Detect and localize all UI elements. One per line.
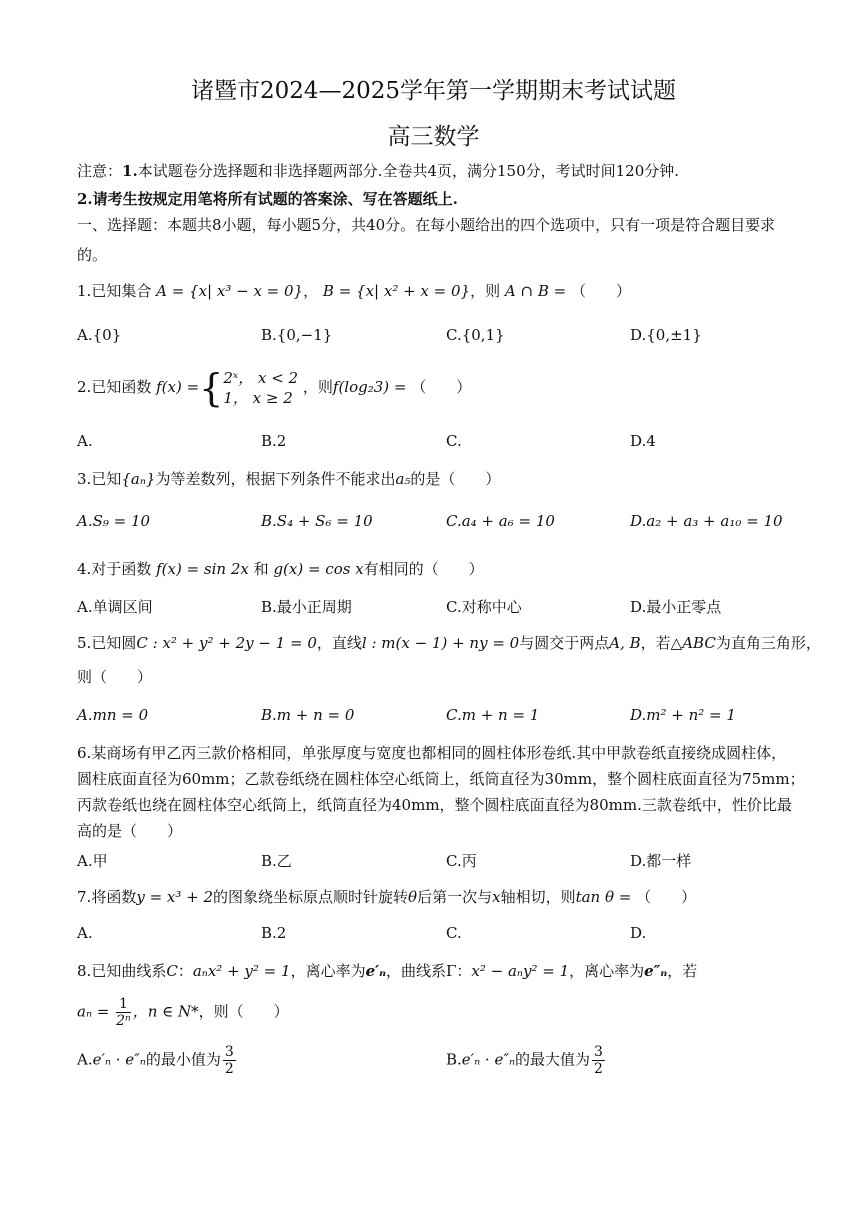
expr: A ∩ B =	[504, 282, 567, 300]
q7-option-d: D.	[630, 924, 647, 942]
q2-option-a: A.	[77, 432, 93, 450]
question-5: 5.已知圆C : x² + y² + 2y − 1 = 0，直线l : m(x − 1) + ny = 0与圆交于两点A, B，若△ABC为直角三角形，	[77, 634, 821, 652]
q7-option-c: C.	[446, 924, 462, 942]
notice-item2-num: 2.	[77, 190, 93, 208]
question-7: 7.将函数y = x³ + 2的图象绕坐标原点顺时针旋转θ后第一次与x轴相切，则tan θ = （ ）	[77, 888, 697, 906]
q3-option-b: B.S₄ + S₆ = 10	[261, 512, 373, 530]
question-6-line-2: 圆柱底面直径为60mm；乙款卷纸绕在圆柱体空心纸筒上，纸筒直径为30mm，整个圆柱底面直径为75mm；	[77, 770, 805, 788]
exam-title: 诸暨市2024—2025学年第一学期期末考试试题	[190, 78, 677, 104]
question-4: 4.对于函数 f(x) = sin 2x 和 g(x) = cos x有相同的（ ）	[77, 560, 484, 578]
q7-option-a: A.	[77, 924, 93, 942]
brace: {	[199, 366, 224, 410]
q4-option-a: A.单调区间	[77, 598, 153, 616]
q2-option-c: C.	[446, 432, 462, 450]
q1-option-b: B.{0,−1}	[261, 326, 333, 344]
q5-option-c: C.m + n = 1	[446, 706, 540, 724]
q5-option-d: D.m² + n² = 1	[630, 706, 736, 724]
q6-option-c: C.丙	[446, 852, 477, 870]
q6-option-d: D.都一样	[630, 852, 692, 870]
question-6-line-3: 丙款卷纸也绕在圆柱体空心纸筒上，纸筒直径为40mm，整个圆柱底面直径为80mm.三款卷纸中，性价比最	[77, 796, 792, 814]
question-3: 3.已知{aₙ}为等差数列，根据下列条件不能求出a₅的是（ ）	[77, 470, 501, 488]
q7-option-b: B.2	[261, 924, 287, 942]
question-1: 1.已知集合 A = {x| x³ − x = 0}， B = {x| x² + x = 0}，则 A ∩ B = （ ）	[77, 282, 631, 300]
q8-option-a: A.e′ₙ · e″ₙ的最小值为 $\frac{3}{2}$	[77, 1044, 234, 1077]
question-5-tail: 则（ ）	[77, 668, 153, 686]
section-heading: 一、选择题：本题共8小题，每小题5分，共40分。在每小题给出的四个选项中，只有一项是符合题目要求的。	[77, 216, 776, 264]
fraction: $\frac{3}{2}$	[594, 1044, 603, 1077]
q1-option-a: A.{0}	[77, 326, 122, 344]
q3-option-a: A.S₉ = 10	[77, 512, 151, 530]
q5-option-b: B.m + n = 0	[261, 706, 355, 724]
question-8: 8.已知曲线系C：aₙx² + y² = 1，离心率为e′ₙ，曲线系Γ：x² − aₙy² = 1，离心率为e″ₙ，若	[77, 962, 698, 980]
q4-option-b: B.最小正周期	[261, 598, 352, 616]
q4-option-d: D.最小正零点	[630, 598, 722, 616]
q2-option-b: B.2	[261, 432, 287, 450]
q8-option-b: B.e′ₙ · e″ₙ的最大值为 $\frac{3}{2}$	[446, 1044, 603, 1077]
question-2: 2.已知函数 f(x) ={2ˣ， x < 2 1， x ≥ 2 ，则f(log₂3) = （ ）	[77, 366, 472, 410]
q2-option-d: D.4	[630, 432, 656, 450]
fraction: $\frac{1}{\text{2ⁿ}}$	[116, 996, 131, 1029]
q6-option-a: A.甲	[77, 852, 108, 870]
exam-subtitle: 高三数学	[387, 124, 480, 150]
q4-option-c: C.对称中心	[446, 598, 522, 616]
q1-option-d: D.{0,±1}	[630, 326, 702, 344]
fraction: $\frac{3}{2}$	[224, 1044, 234, 1077]
set-a: A = {x| x³ − x = 0}	[156, 282, 304, 300]
notice-label: 注意：	[77, 162, 123, 180]
piecewise: 2ˣ， x < 2 1， x ≥ 2	[223, 369, 299, 407]
notice-item2: 请考生按规定用笔将所有试题的答案涂、写在答题纸上.	[92, 190, 458, 208]
notice-item1-num: 1.	[122, 162, 138, 180]
notice-item1: 本试题卷分选择题和非选择题两部分.全卷共4页，满分150分，考试时间120分钟.	[137, 162, 680, 180]
notice-line-1	[77, 160, 679, 181]
question-6-line-1: 6.某商场有甲乙丙三款价格相同，单张厚度与宽度也都相同的圆柱体形卷纸.其中甲款卷纸直接绕成圆柱体，	[77, 744, 787, 762]
question-8-condition: aₙ = $\frac{1}{\text{2ⁿ}}$ ，n ∈ N*，则（ ）	[77, 996, 289, 1029]
q3-option-c: C.a₄ + a₆ = 10	[446, 512, 555, 530]
q3-option-d: D.a₂ + a₃ + a₁₀ = 10	[630, 512, 783, 530]
q1-option-c: C.{0,1}	[446, 326, 505, 344]
set-b: B = {x| x² + x = 0}	[322, 282, 471, 300]
notice-line-2	[77, 188, 458, 209]
q5-option-a: A.mn = 0	[77, 706, 149, 724]
q6-option-b: B.乙	[261, 852, 292, 870]
question-6-line-4: 高的是（ ）	[77, 822, 183, 840]
